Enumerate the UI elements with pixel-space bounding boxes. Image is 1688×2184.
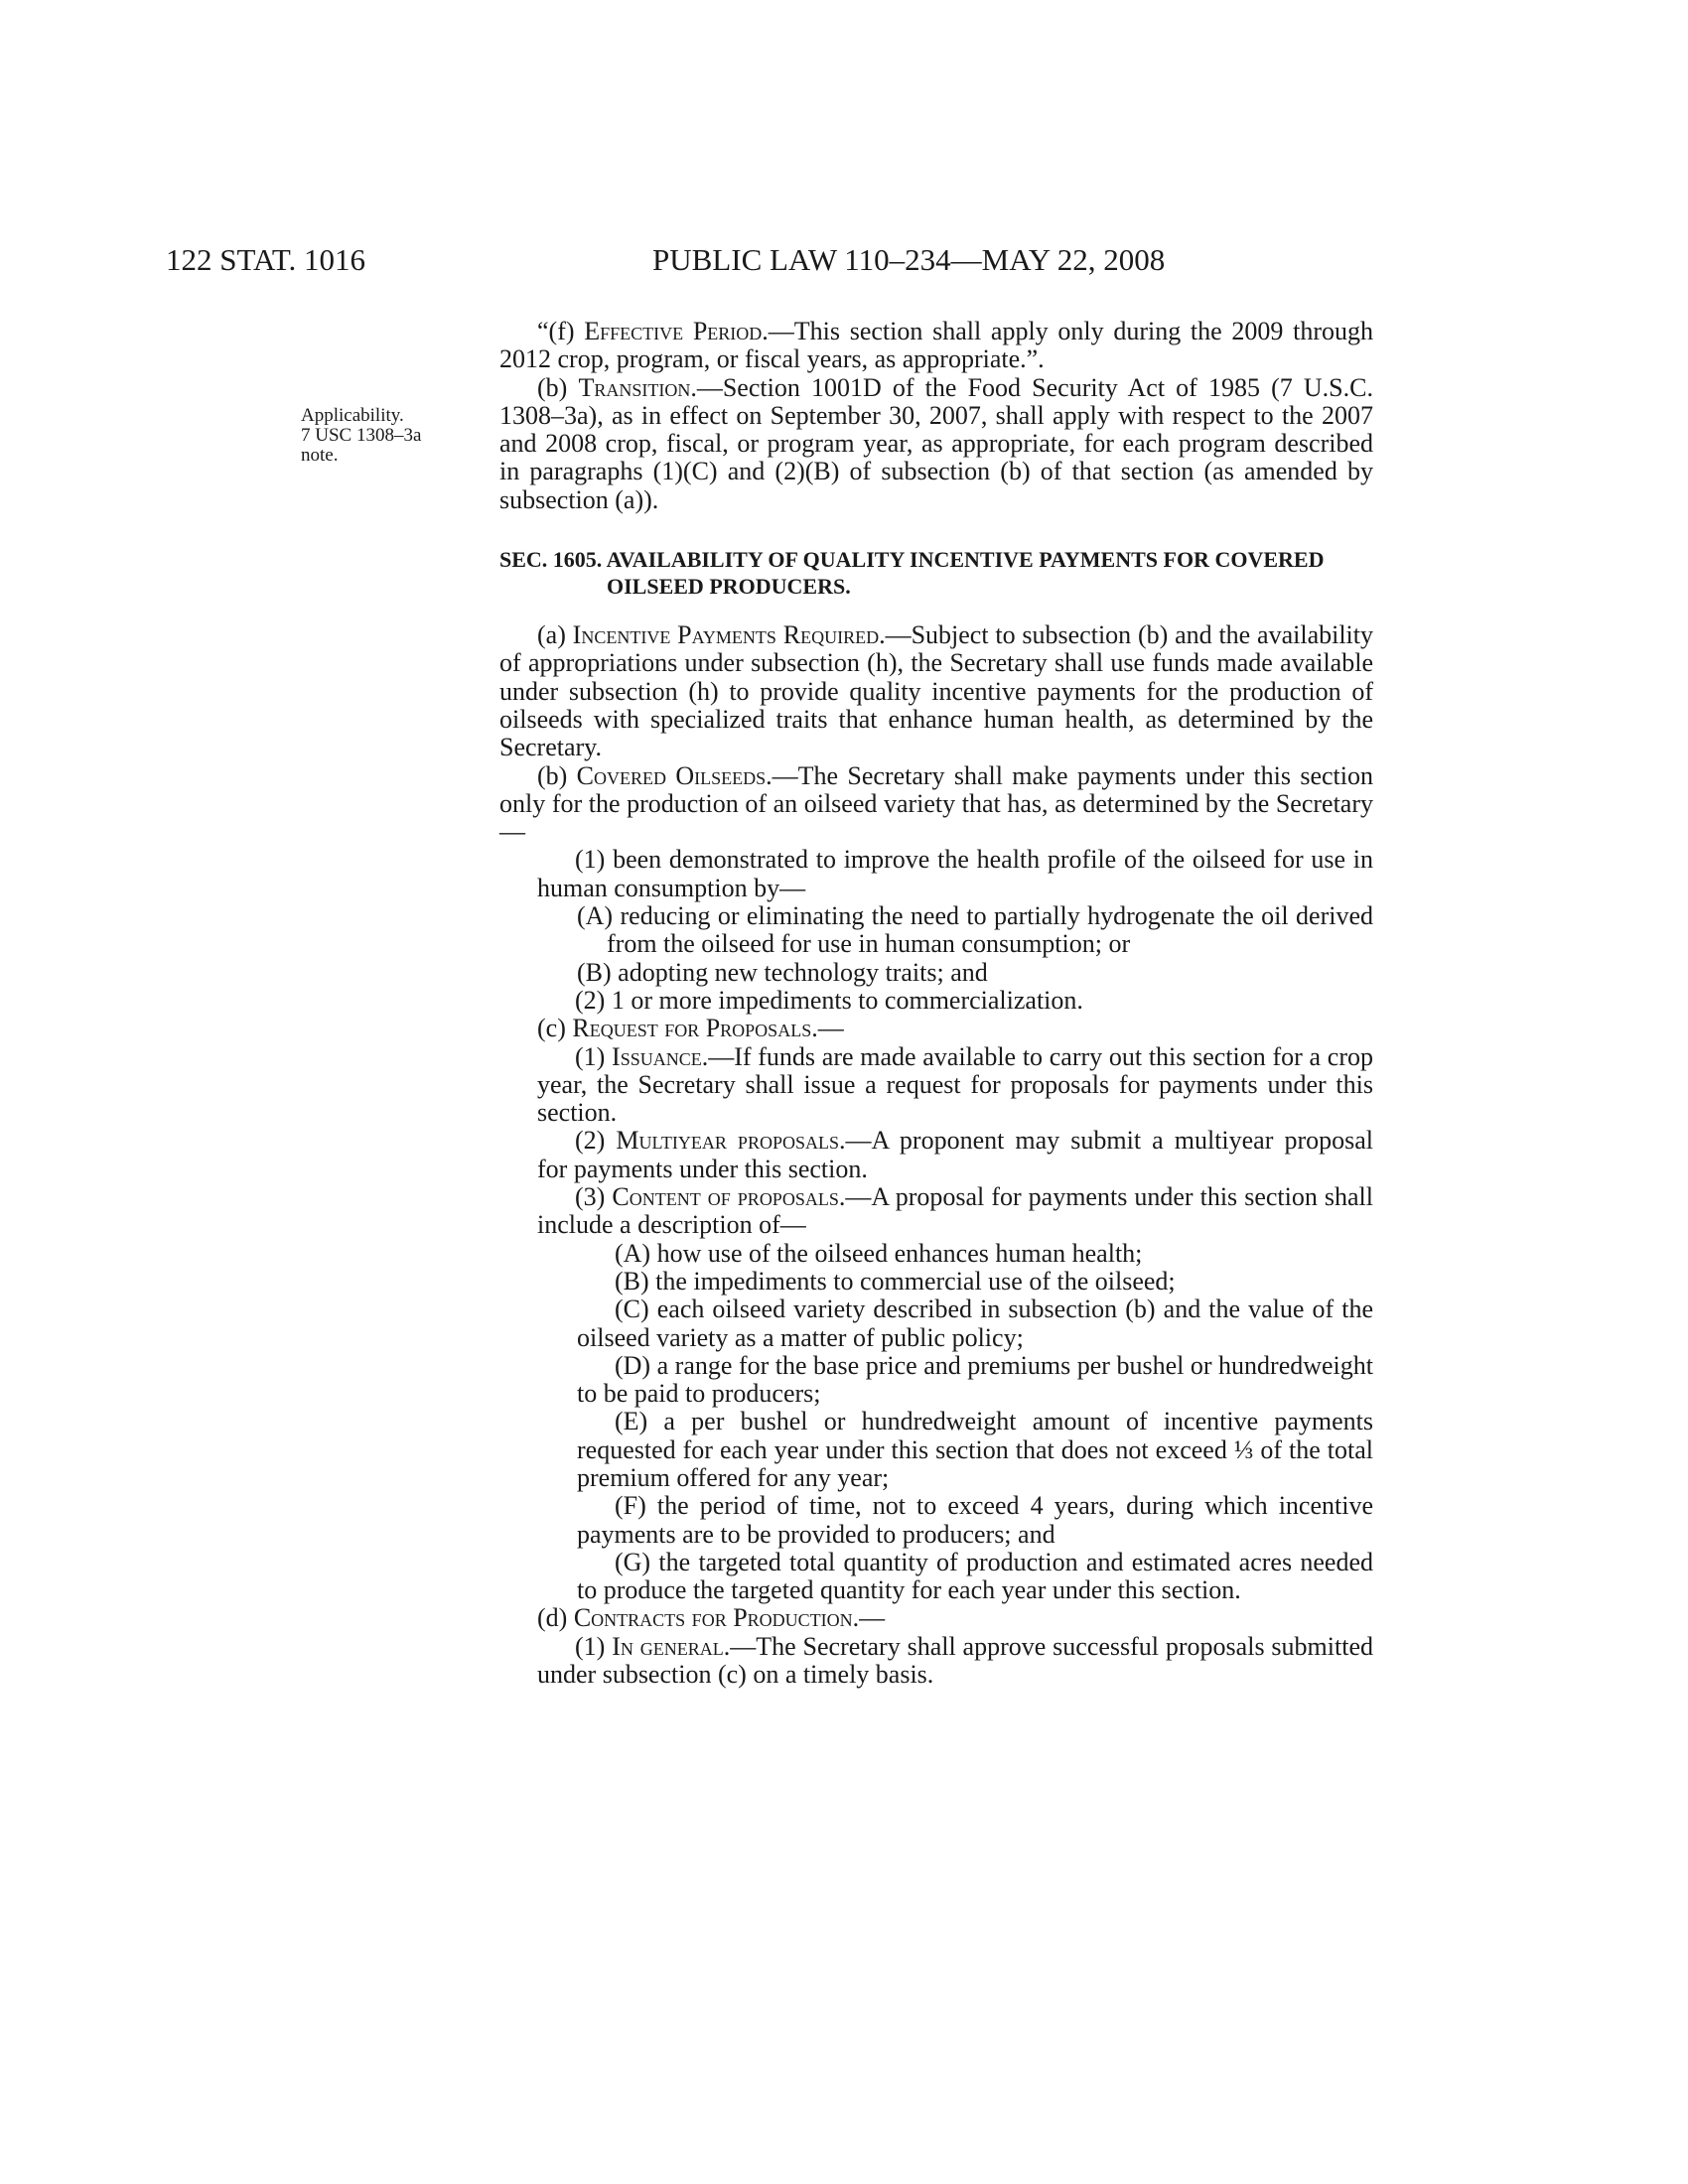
subsection-heading: Effective Period (584, 317, 763, 345)
paragraph-heading: In general (612, 1631, 724, 1661)
margin-note (301, 406, 470, 466)
subsection-heading: Contracts for Production (573, 1603, 853, 1633)
subsection-heading: Transition (578, 372, 691, 402)
subsection-a: (a) Incentive Payments Required.—Subject to subsection (b) and the availability of appropriations under subsection (h), the Secretary shall use funds made available under subsection (h) to provide quality incentive payments for the production of oilseeds with specialized traits that enhance human health, as determined by the Secretary. (499, 620, 1373, 762)
subparagraph-c-3-E: (E) a per bushel or hundredweight amount of incentive payments requested for each year under this section that does not exceed ⅓ of the total premium offered for any year; (577, 1407, 1373, 1492)
paragraph-d-1: (1) In general.—The Secretary shall approve successful proposals submitted under subsection (c) on a timely basis. (537, 1631, 1373, 1690)
paragraph-heading: Issuance (612, 1041, 702, 1071)
subsection-d: (d) Contracts for Production.— (537, 1603, 886, 1633)
section-heading: SEC. 1605. AVAILABILITY OF QUALITY INCENTIVE PAYMENTS FOR COVERED OILSEED PRODUCERS. (499, 547, 1325, 600)
subparagraph-c-3-C: (C) each oilseed variety described in subsection (b) and the value of the oilseed variety as a matter of public policy; (577, 1295, 1373, 1352)
subsection-f: “(f) Effective Period.—This section shall apply only during the 2009 through 2012 crop, program, or fiscal years, as appropriate.”. (499, 317, 1373, 374)
margin-note-line: Applicability. (301, 405, 404, 426)
subsection-b-covered-oilseeds: (b) Covered Oilseeds.—The Secretary shall make payments under this section only for the production of an oilseed variety that has, as determined by the Secretary— (499, 760, 1373, 847)
paragraph-c-1: (1) Issuance.—If funds are made available to carry out this section for a crop year, the Secretary shall issue a request for proposals for payments under this section. (537, 1041, 1373, 1128)
subsection-b-transition: (b) Transition.—Section 1001D of the Food Security Act of 1985 (7 U.S.C. 1308–3a), as in effect on September 30, 2007, shall apply with respect to the 2007 and 2008 crop, fiscal, or program year, as appropriate, for each program described in paragraphs (1)(C) and (2)(B) of subsection (b) of that section (as amended by subsection (a)). (499, 372, 1373, 514)
paragraph-heading: Content of proposals (612, 1182, 839, 1212)
paragraph-c-3: (3) Content of proposals.—A proposal for payments under this section shall include a description of— (537, 1182, 1374, 1240)
subparagraph-c-3-B: (B) the impediments to commercial use of the oilseed; (615, 1266, 1176, 1296)
margin-note-line: 7 USC 1308–3a (301, 425, 422, 446)
page-header (166, 240, 1367, 280)
subparagraph-b-1-A: (A) reducing or eliminating the need to partially hydrogenate the oil derived from the oilseed for use in human consumption; or (577, 901, 1373, 959)
paragraph-b-1: (1) been demonstrated to improve the health profile of the oilseed for use in human consumption by— (537, 845, 1373, 902)
subparagraph-c-3-F: (F) the period of time, not to exceed 4 years, during which incentive payments are to be provided to producers; and (577, 1491, 1373, 1549)
statute-page-number: 122 STAT. 1016 (166, 242, 366, 277)
paragraph-heading: Multiyear proposals (616, 1126, 839, 1156)
subparagraph-c-3-A: (A) how use of the oilseed enhances human health; (615, 1238, 1143, 1268)
statute-text (499, 318, 1373, 1689)
paragraph-c-2: (2) Multiyear proposals.—A proponent may submit a multiyear proposal for payments under this section. (537, 1126, 1373, 1183)
subparagraph-c-3-D: (D) a range for the base price and premiums per bushel or hundredweight to be paid to producers; (577, 1350, 1373, 1409)
paragraph-b-2: (2) 1 or more impediments to commercialization. (575, 985, 1083, 1015)
subparagraph-c-3-G: (G) the targeted total quantity of production and estimated acres needed to produce the targeted quantity for each year under this section. (577, 1547, 1373, 1605)
subsection-heading: Covered Oilseeds (576, 760, 767, 790)
subsection-c: (c) Request for Proposals.— (537, 1014, 844, 1043)
subparagraph-b-1-B: (B) adopting new technology traits; and (577, 957, 988, 987)
public-law-title: PUBLIC LAW 110–234—MAY 22, 2008 (652, 242, 1166, 277)
subsection-heading: Request for Proposals (572, 1014, 812, 1043)
subsection-heading: Incentive Payments Required (572, 620, 880, 650)
margin-note-line: note. (301, 445, 339, 466)
